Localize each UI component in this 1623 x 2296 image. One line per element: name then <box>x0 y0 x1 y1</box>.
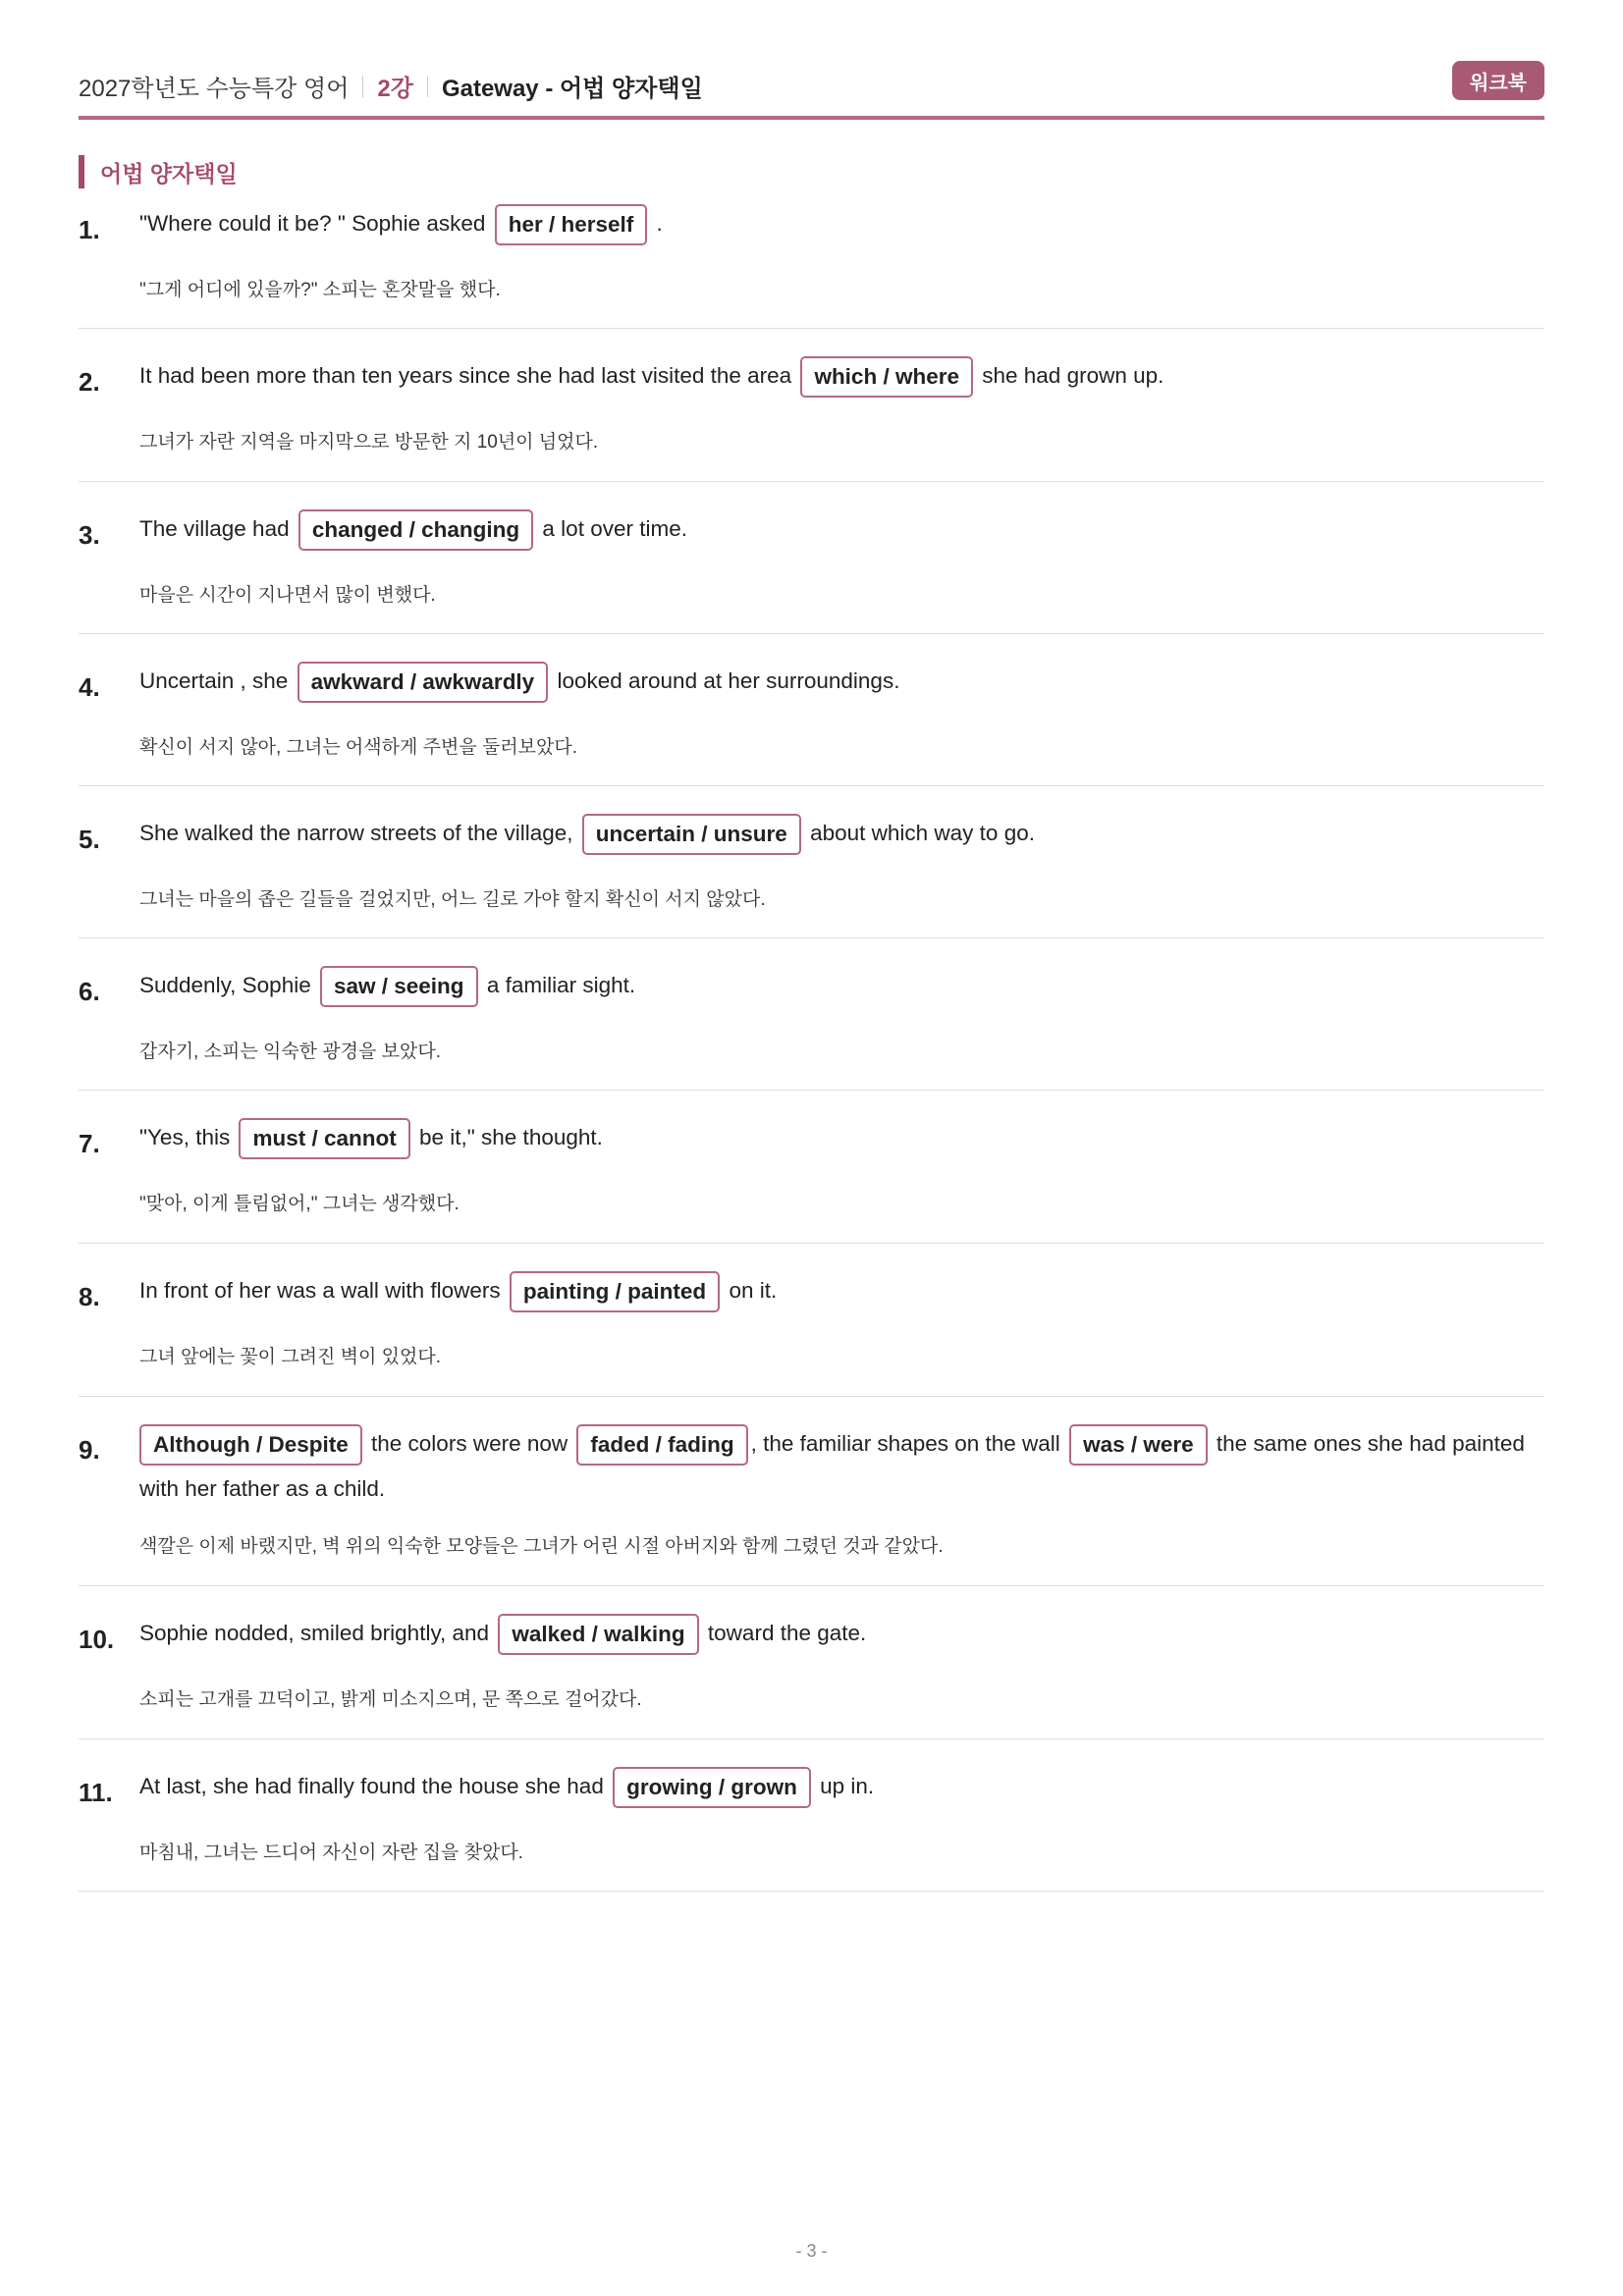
choice-box[interactable]: growing / grown <box>613 1767 811 1808</box>
sentence-text: , the familiar shapes on the wall <box>750 1431 1060 1456</box>
korean-translation: 그녀 앞에는 꽃이 그려진 벽이 있었다. <box>139 1347 441 1367</box>
choice-box[interactable]: painting / painted <box>510 1271 720 1312</box>
question-item <box>79 1115 1544 1244</box>
sentence-text: a familiar sight. <box>486 973 636 997</box>
sentence-text: the same ones she had painted with her father as a child. <box>139 1431 1525 1501</box>
sentence-text: It had been more than ten years since she had last visited the area <box>139 363 792 388</box>
korean-translation: 그녀가 자란 지역을 마지막으로 방문한 지 10년이 넘었다. <box>139 432 599 453</box>
choice-box[interactable]: awkward / awkwardly <box>298 662 549 703</box>
workbook-badge: 워크북 <box>1452 61 1544 100</box>
question-sentence <box>139 659 1544 704</box>
choice-box[interactable]: Although / Despite <box>139 1424 362 1466</box>
sentence-text: about which way to go. <box>810 821 1035 845</box>
sentence-text: "Yes, this <box>139 1125 231 1149</box>
question-sentence <box>139 1611 1544 1656</box>
header-divider <box>427 76 428 97</box>
question-sentence <box>139 1268 1544 1313</box>
sentence-text: a lot over time. <box>542 516 687 541</box>
sentence-text: At last, she had finally found the house she had <box>139 1774 604 1798</box>
korean-translation: 소피는 고개를 끄덕이고, 밝게 미소지으며, 문 쪽으로 걸어갔다. <box>139 1689 642 1710</box>
sentence-text: . <box>656 211 663 236</box>
question-item <box>79 659 1544 786</box>
header-divider <box>362 76 363 97</box>
question-item <box>79 1268 1544 1397</box>
sentence-text: In front of her was a wall with flowers <box>139 1278 501 1303</box>
exercise-heading: 어법 양자택일 <box>79 155 238 188</box>
sentence-text: "Where could it be? " Sophie asked <box>139 211 486 236</box>
sentence-text: Suddenly, Sophie <box>139 973 311 997</box>
korean-translation: 마침내, 그녀는 드디어 자신이 자란 집을 찾았다. <box>139 1842 523 1863</box>
question-number: 11. <box>79 1778 113 1807</box>
sentence-text: The village had <box>139 516 290 541</box>
question-item <box>79 353 1544 482</box>
sentence-text: she had grown up. <box>982 363 1164 388</box>
question-number: 10. <box>79 1625 115 1654</box>
choice-box[interactable]: must / cannot <box>239 1118 409 1159</box>
question-item <box>79 1421 1544 1586</box>
question-sentence <box>139 1115 1544 1160</box>
question-item <box>79 1611 1544 1739</box>
book-title: 2027학년도 수능특강 영어 <box>79 76 350 102</box>
sentence-text: toward the gate. <box>707 1621 867 1645</box>
choice-box[interactable]: changed / changing <box>298 509 533 551</box>
choice-box[interactable]: faded / fading <box>576 1424 747 1466</box>
korean-translation: 마을은 시간이 지나면서 많이 변했다. <box>139 585 436 606</box>
sentence-text: Uncertain , she <box>139 668 289 693</box>
question-number: 4. <box>79 672 100 702</box>
question-item <box>79 201 1544 329</box>
sentence-text: looked around at her surroundings. <box>557 668 900 693</box>
question-number: 3. <box>79 520 100 550</box>
page-number: - 3 - <box>795 2241 828 2261</box>
korean-translation: 확신이 서지 않아, 그녀는 어색하게 주변을 둘러보았다. <box>139 737 578 758</box>
question-sentence <box>139 1421 1544 1512</box>
korean-translation: 색깔은 이제 바랬지만, 벽 위의 익숙한 모양들은 그녀가 어린 시절 아버지와 함께 그렸던 것과 같았다. <box>139 1536 944 1557</box>
question-item <box>79 1764 1544 1892</box>
question-sentence <box>139 201 1544 246</box>
question-sentence <box>139 353 1544 399</box>
question-item <box>79 811 1544 938</box>
sentence-text: be it," she thought. <box>419 1125 603 1149</box>
question-number: 1. <box>79 215 100 244</box>
question-sentence <box>139 811 1544 856</box>
section-title: Gateway - 어법 양자택일 <box>441 76 703 102</box>
question-item <box>79 963 1544 1091</box>
question-number: 2. <box>79 367 100 397</box>
korean-translation: 그녀는 마을의 좁은 길들을 걸었지만, 어느 길로 가야 할지 확신이 서지 않았다. <box>139 889 766 910</box>
question-number: 5. <box>79 825 100 854</box>
sentence-text: She walked the narrow streets of the village, <box>139 821 573 845</box>
choice-box[interactable]: her / herself <box>495 204 648 245</box>
question-item <box>79 507 1544 634</box>
question-sentence <box>139 507 1544 552</box>
sentence-text: Sophie nodded, smiled brightly, and <box>139 1621 490 1645</box>
sentence-text: the colors were now <box>371 1431 568 1456</box>
choice-box[interactable]: saw / seeing <box>320 966 478 1007</box>
choice-box[interactable]: which / where <box>800 356 973 398</box>
question-number: 7. <box>79 1129 100 1158</box>
page-header <box>79 61 1544 120</box>
question-number: 8. <box>79 1282 100 1311</box>
choice-box[interactable]: walked / walking <box>498 1614 698 1655</box>
sentence-text: on it. <box>729 1278 778 1303</box>
sentence-text: up in. <box>820 1774 875 1798</box>
korean-translation: "그게 어디에 있을까?" 소피는 혼잣말을 했다. <box>139 280 501 300</box>
choice-box[interactable]: uncertain / unsure <box>582 814 801 855</box>
question-sentence <box>139 963 1544 1008</box>
choice-box[interactable]: was / were <box>1069 1424 1208 1466</box>
question-sentence <box>139 1764 1544 1809</box>
lesson-label: 2강 <box>377 76 413 102</box>
korean-translation: 갑자기, 소피는 익숙한 광경을 보았다. <box>139 1041 441 1062</box>
question-number: 6. <box>79 977 100 1006</box>
question-number: 9. <box>79 1435 100 1465</box>
header-breadcrumb <box>79 69 703 103</box>
korean-translation: "맞아, 이게 틀림없어," 그녀는 생각했다. <box>139 1194 460 1214</box>
